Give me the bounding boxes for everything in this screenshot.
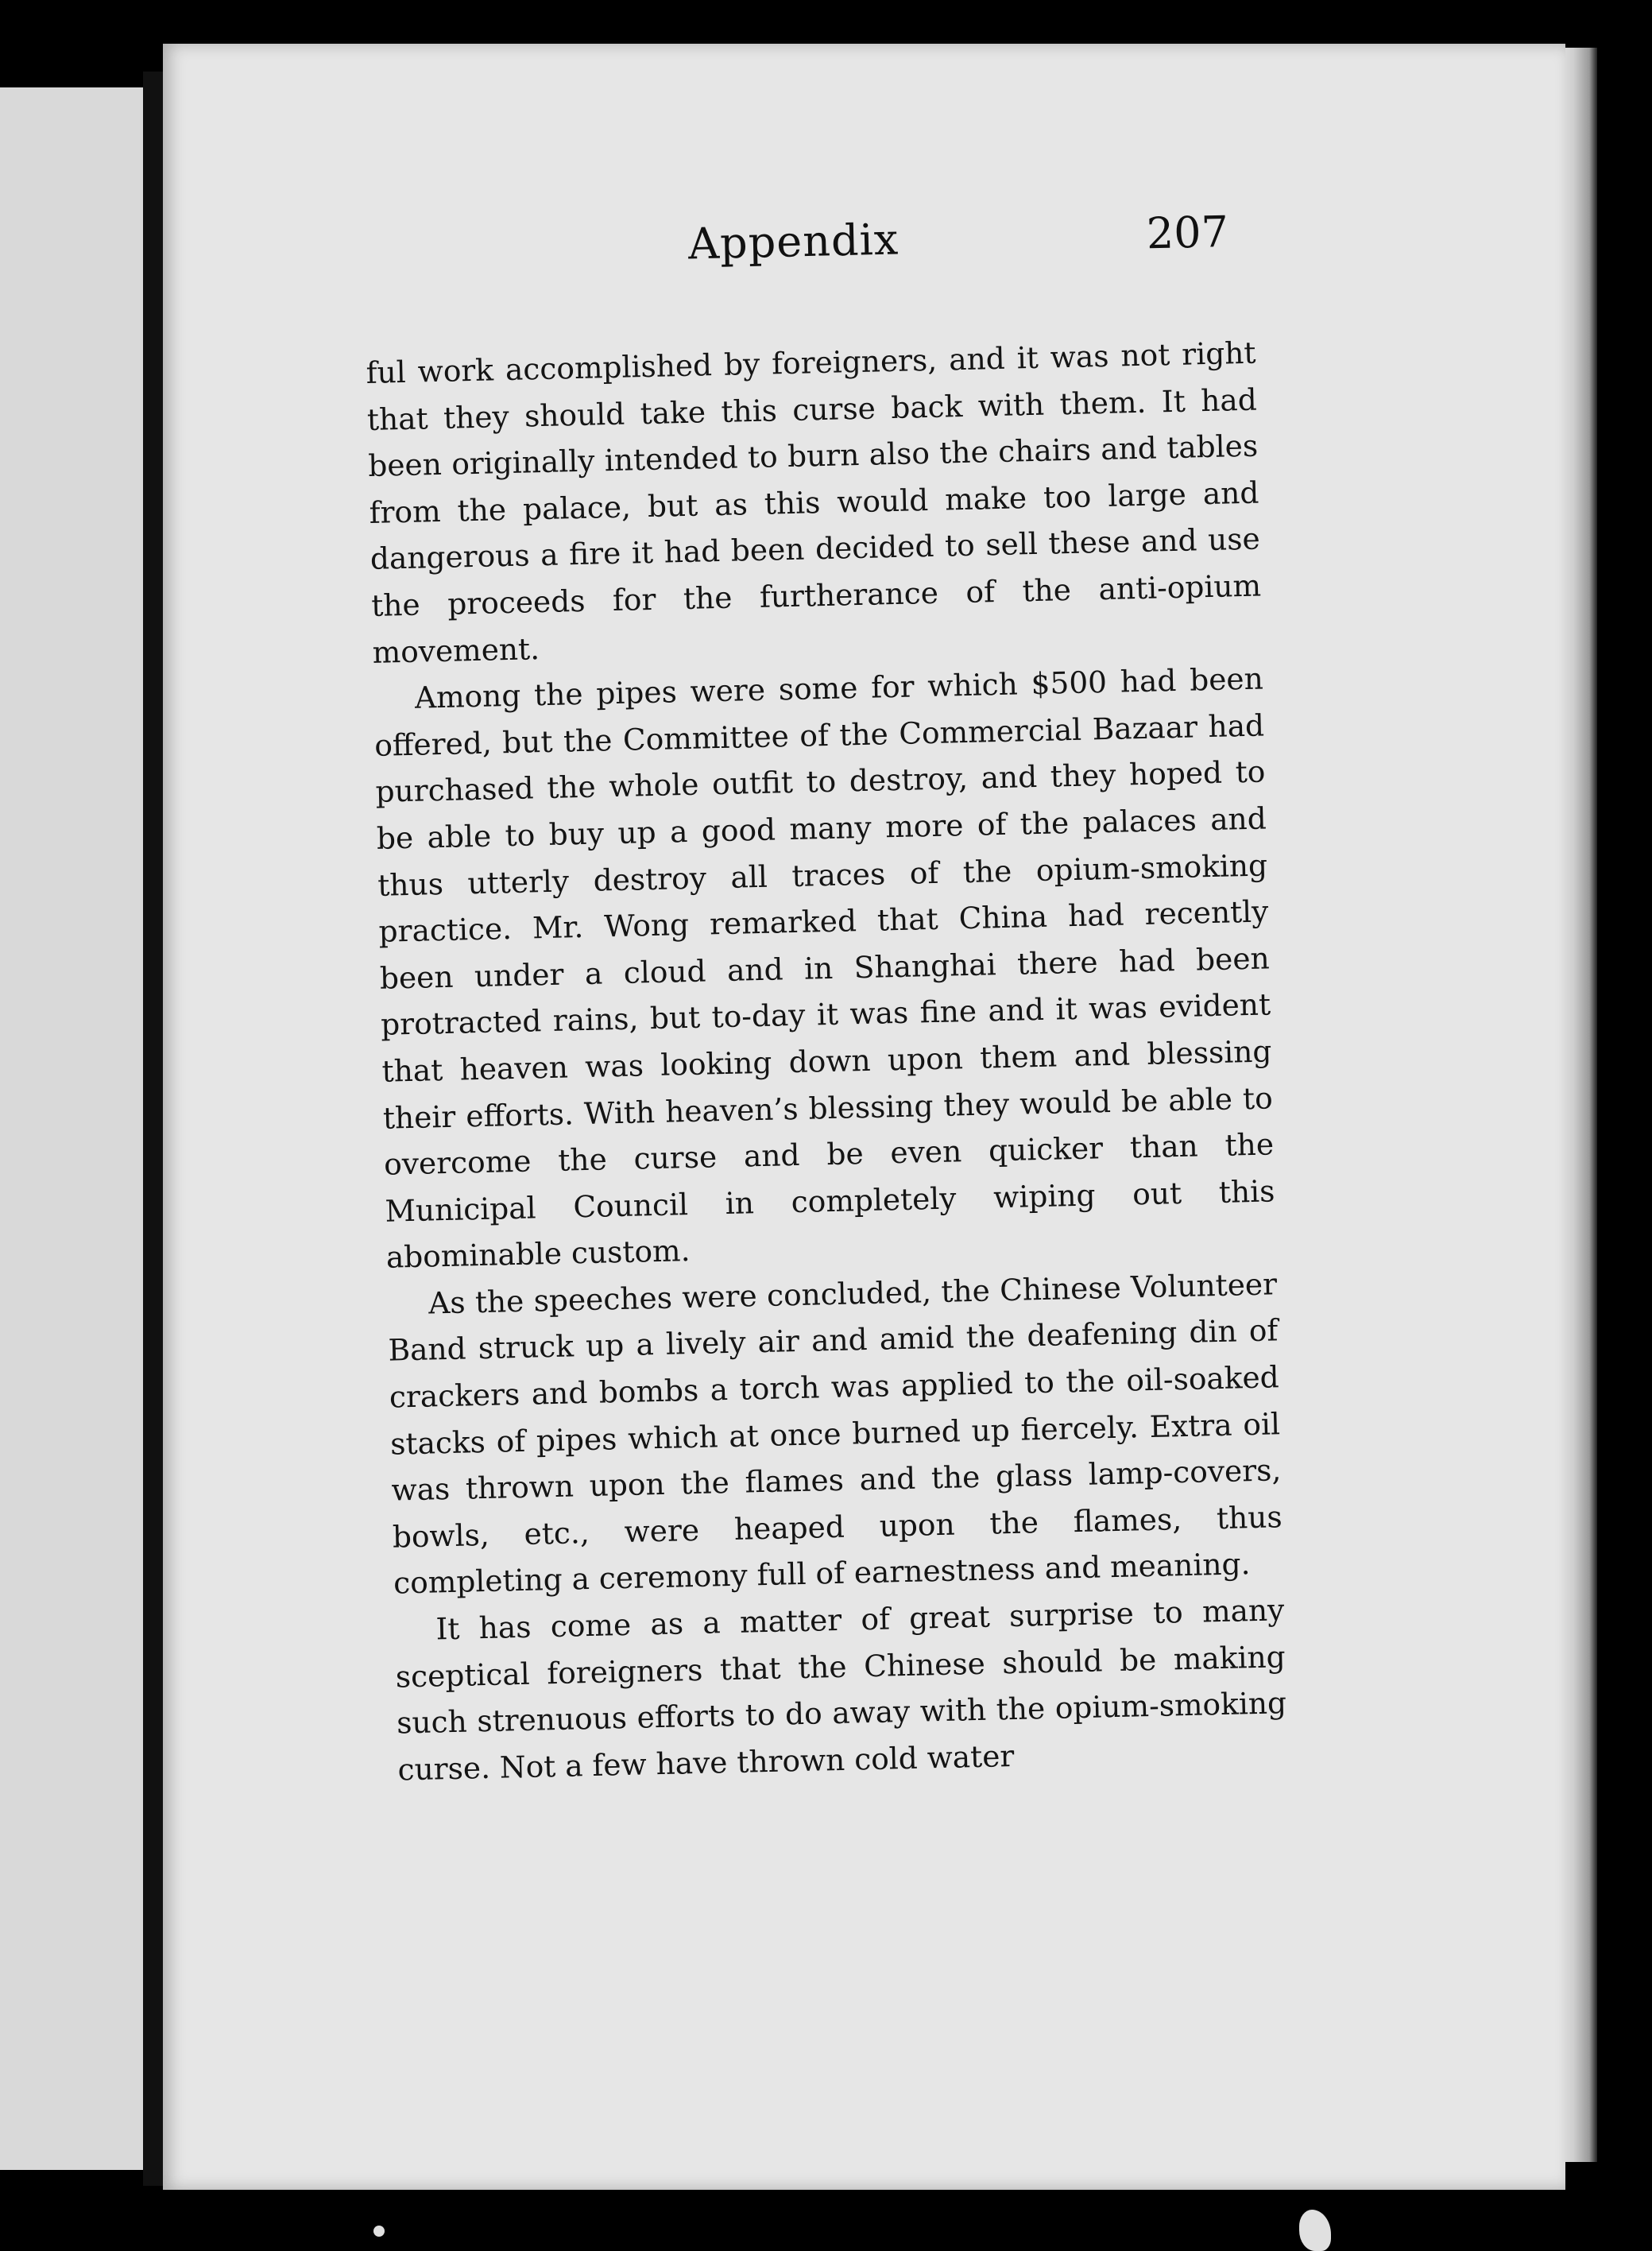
page-number: 207 <box>1146 207 1229 259</box>
left-page-edge <box>0 87 151 2170</box>
body-text <box>366 330 1288 1793</box>
paragraph-surprise: It has come as a matter of great surprise to many sceptical foreigners that the Chinese should be making such strenuous efforts to do away with the opium-smoking curse. Not a few have thrown cold water <box>395 1592 1287 1788</box>
paragraph-pipes: Among the pipes were some for which $500 had been offered, but the Committee of the Commercial Bazaar had purchased the whole outfit to destroy, and they hoped to be able to buy up a good many more of the palaces and thus utterly destroy all traces of the opium-smoking practice. Mr. Wong remarked that China had recently been under a cloud and in Shanghai there had been protracted rains, but to-day it was fine and it was evident that heaven was looking down upon them and blessing their efforts. With heaven’s blessing they would be able to overcome the curse and be even quicker than the Municipal Council in completely wiping out this abominable custom. <box>373 661 1275 1275</box>
scan-blot <box>1299 2210 1331 2251</box>
paragraph-ceremony: As the speeches were concluded, the Chinese Volunteer Band struck up a lively air and amid the deafening din of crackers and bombs a torch was applied to the oil-soaked stacks of pipes which at once burned up fiercely. Extra oil was thrown upon the flames and the glass lamp-covers, bowls, etc., were heaped upon the flames, thus completing a ceremony full of earnestness and meaning. <box>388 1266 1283 1602</box>
paragraph-continued: ful work accomplished by foreigners, and it was not right that they should take this curse back with them. It had been originally intended to burn also the chairs and tables from the palace, but as this would make too large and dangerous a fire it had been decided to sell these and use the proceeds for the furtherance of the anti-opium movement. <box>366 335 1262 670</box>
running-head <box>528 191 1229 294</box>
scan-speck <box>373 2226 385 2237</box>
running-title: Appendix <box>687 214 900 269</box>
